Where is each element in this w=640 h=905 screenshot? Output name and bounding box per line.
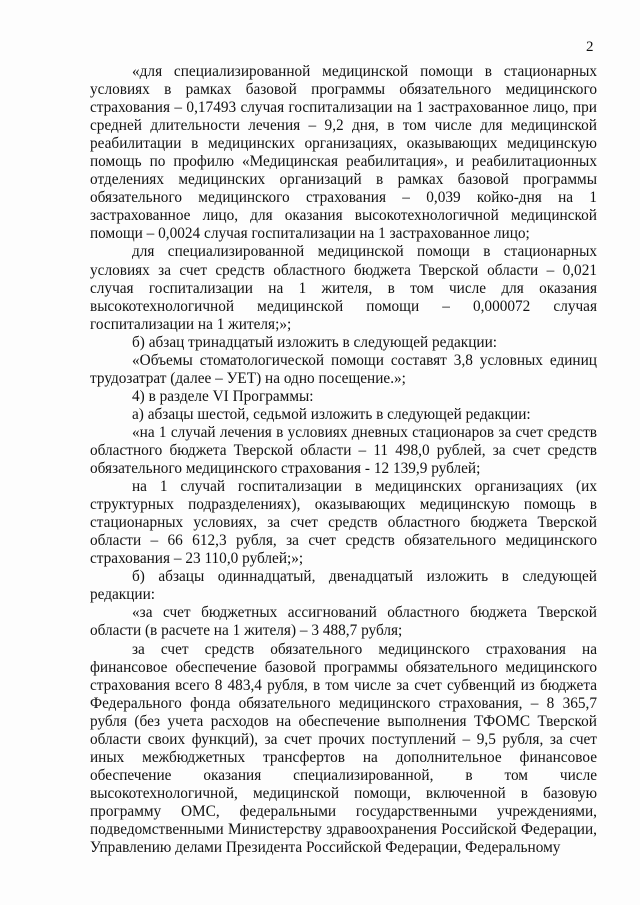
paragraph-oms-financing: за счет средств обязательного медицинского страхования на финансовое обеспечение базовой программы обязательного медицинского страхования всего 8 483,4 рубля, в том числе за счет субвенций из бюджета Федерального фонда обязательного медицинского страхования, – 8 365,7 рубля (без учета расходов на обеспечение выполнения ТФОМС Тверской области своих функций), за счет прочих поступлений – 9,5 рубля, за счет иных межбюджетных трансфертов на дополнительное финансовое обеспечение оказания специализированной, в том числе высокотехнологичной, медицинской помощи, включенной в базовую программу ОМС, федеральными государственными учреждениями, подведомственными Министерству здравоохранения Российской Федерации, Управлению делами Президента Российской Федерации, Федеральному [90, 640, 597, 857]
paragraph-hospitalization-cost: на 1 случай госпитализации в медицинских организациях (их структурных подразделениях), оказывающих медицинскую помощь в стационарных условиях, за счет средств областного бюджета Тверской области – 66 612,3 рубля, за счет средств обязательного медицинского страхования – 23 110,0 рублей;»; [90, 478, 597, 568]
paragraph-section-vi: 4) в разделе VI Программы: [132, 387, 314, 405]
paragraph-regional-budget-norms: для специализированной медицинской помощи в стационарных условиях за счет средств областного бюджета Тверской области – 0,021 случая госпитализации на 1 жителя, в том числе для оказания высокотехнологичной медицинской помощи – 0,000072 случая госпитализации на 1 жителя;»; [90, 243, 597, 333]
paragraph-amendment-b: б) абзац тринадцатый изложить в следующей редакции: [132, 333, 498, 351]
document-body [90, 63, 597, 857]
paragraph-dental-volume: «Объемы стоматологической помощи составят 3,8 условных единиц трудозатрат (далее – УЕТ) на одно посещение.»; [90, 351, 597, 387]
paragraph-amendment-a: а) абзацы шестой, седьмой изложить в следующей редакции: [132, 405, 531, 423]
paragraph-amendment-b-second: б) абзацы одиннадцатый, двенадцатый изложить в следующей редакции: [90, 568, 597, 604]
page-number: 2 [586, 39, 594, 55]
paragraph-hospitalization-norms: «для специализированной медицинской помощи в стационарных условиях в рамках базовой программы обязательного медицинского страхования – 0,17493 случая госпитализации на 1 застрахованное лицо, при средней длительности лечения – 9,2 дня, в том числе для медицинской реабилитации в медицинских организациях, оказывающих медицинскую помощь по профилю «Медицинская реабилитация», и реабилитационных отделениях медицинских организаций в рамках базовой программы обязательного медицинского страхования – 0,039 койко-дня на 1 застрахованное лицо, для оказания высокотехнологичной медицинской помощи – 0,0024 случая госпитализации на 1 застрахованное лицо; [90, 63, 597, 243]
paragraph-day-hospital-cost: «на 1 случай лечения в условиях дневных стационаров за счет средств областного бюджета Тверской области – 11 498,0 рублей, за счет средств обязательного медицинского страхования - 12 139,9 рублей; [90, 423, 597, 478]
paragraph-budget-per-resident: «за счет бюджетных ассигнований областного бюджета Тверской области (в расчете на 1 жителя) – 3 488,7 рубля; [90, 604, 597, 640]
